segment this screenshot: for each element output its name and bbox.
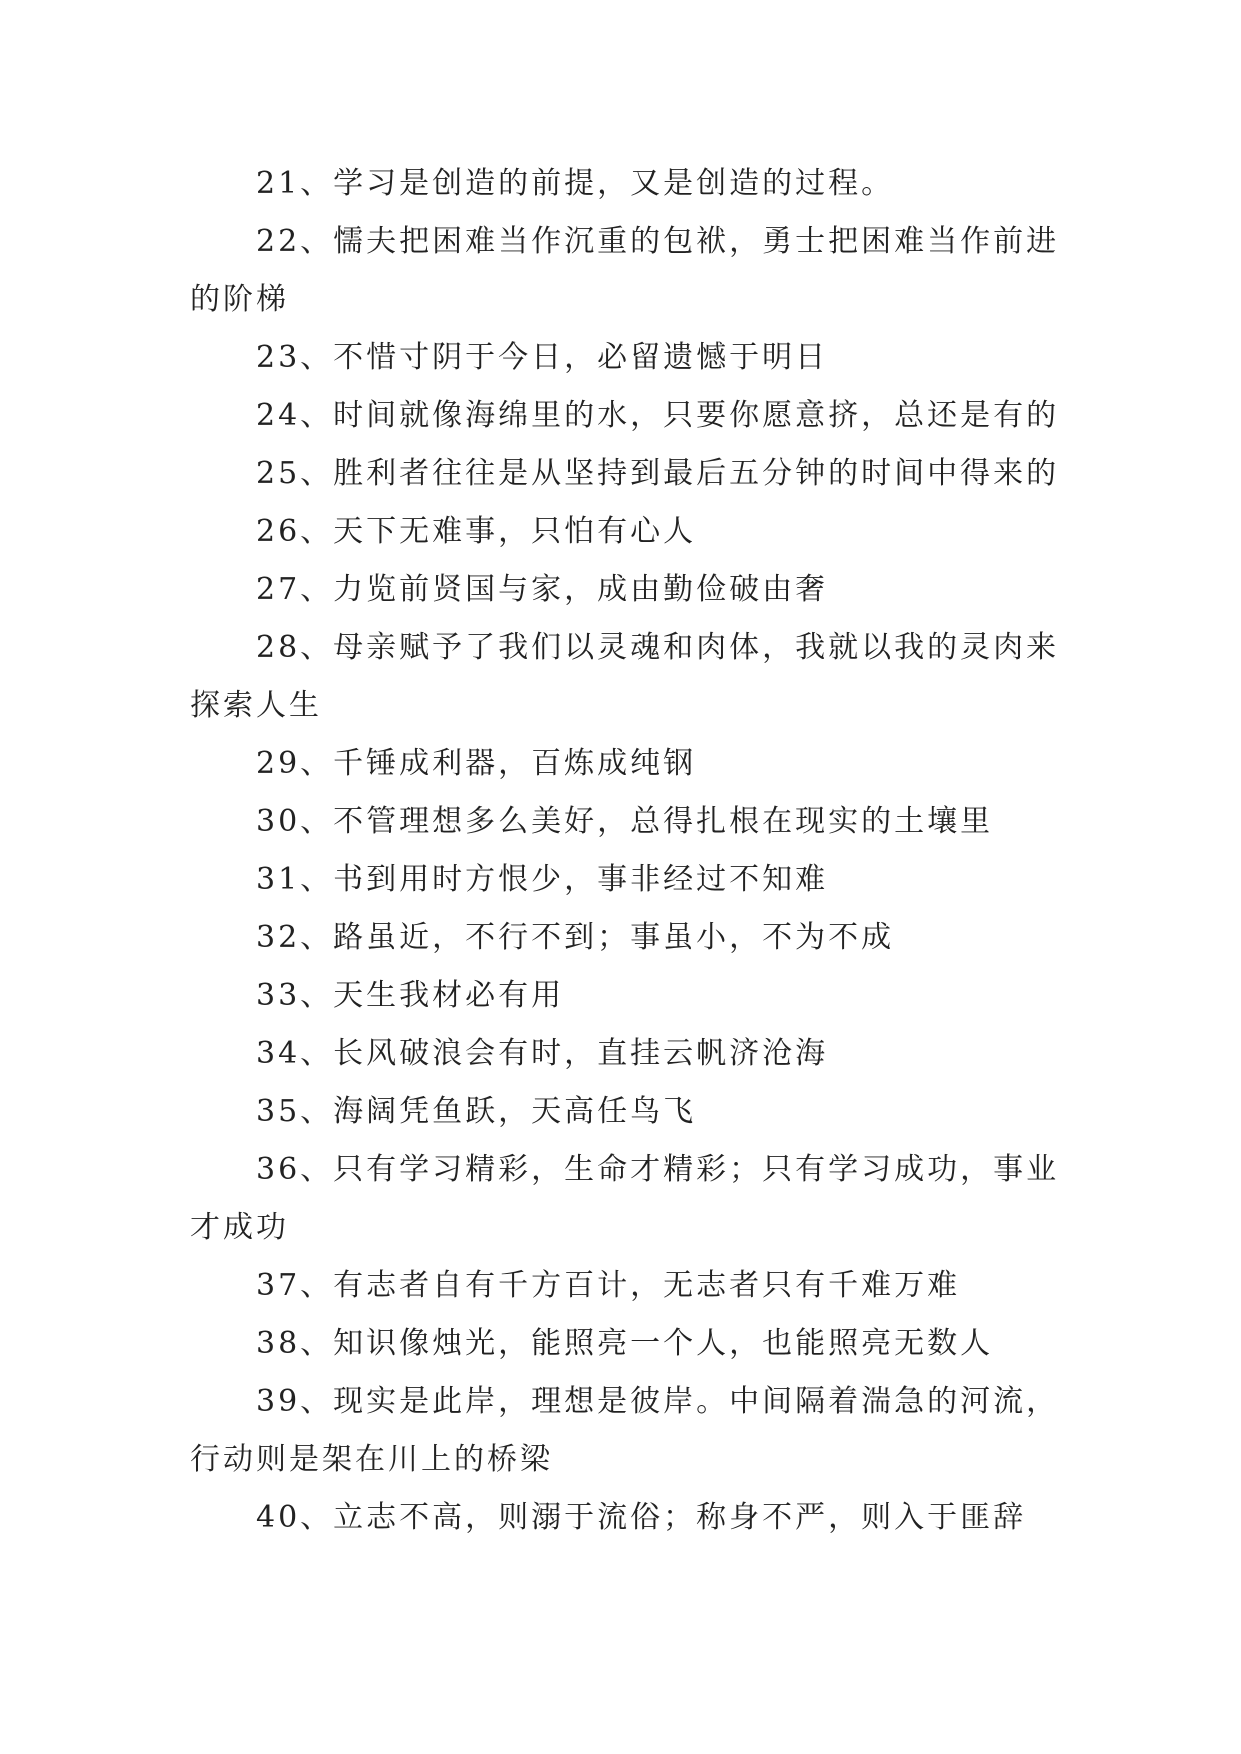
quote-item-39: 39、现实是此岸，理想是彼岸。中间隔着湍急的河流，行动则是架在川上的桥梁 [190,1384,1060,1477]
quote-list [190,155,1060,1547]
quote-item-40: 40、立志不高，则溺于流俗；称身不严，则入于匪辞 [256,1500,1027,1535]
quote-item-38: 38、知识像烛光，能照亮一个人，也能照亮无数人 [256,1326,994,1361]
quote-item-25: 25、胜利者往往是从坚持到最后五分钟的时间中得来的 [256,456,1060,491]
quote-item-30: 30、不管理想多么美好，总得扎根在现实的土壤里 [256,804,994,839]
quote-item-27: 27、力览前贤国与家，成由勤俭破由奢 [256,572,829,607]
quote-item-26: 26、天下无难事，只怕有心人 [256,514,697,549]
quote-item-37: 37、有志者自有千方百计，无志者只有千难万难 [256,1268,961,1303]
quote-item-22: 22、懦夫把困难当作沉重的包袱，勇士把困难当作前进的阶梯 [190,224,1060,317]
quote-item-36: 36、只有学习精彩，生命才精彩；只有学习成功，事业才成功 [190,1152,1060,1245]
quote-item-33: 33、天生我材必有用 [256,978,565,1013]
quote-item-31: 31、书到用时方恨少，事非经过不知难 [256,862,829,897]
quote-item-32: 32、路虽近，不行不到；事虽小，不为不成 [256,920,895,955]
quote-item-21: 21、学习是创造的前提，又是创造的过程。 [256,166,895,201]
quote-item-35: 35、海阔凭鱼跃，天高任鸟飞 [256,1094,697,1129]
quote-item-23: 23、不惜寸阴于今日，必留遗憾于明日 [256,340,829,375]
quote-item-28: 28、母亲赋予了我们以灵魂和肉体，我就以我的灵肉来探索人生 [190,630,1060,723]
quote-item-24: 24、时间就像海绵里的水，只要你愿意挤，总还是有的 [256,398,1060,433]
quote-item-29: 29、千锤成利器，百炼成纯钢 [256,746,697,781]
quote-item-34: 34、长风破浪会有时，直挂云帆济沧海 [256,1036,829,1071]
